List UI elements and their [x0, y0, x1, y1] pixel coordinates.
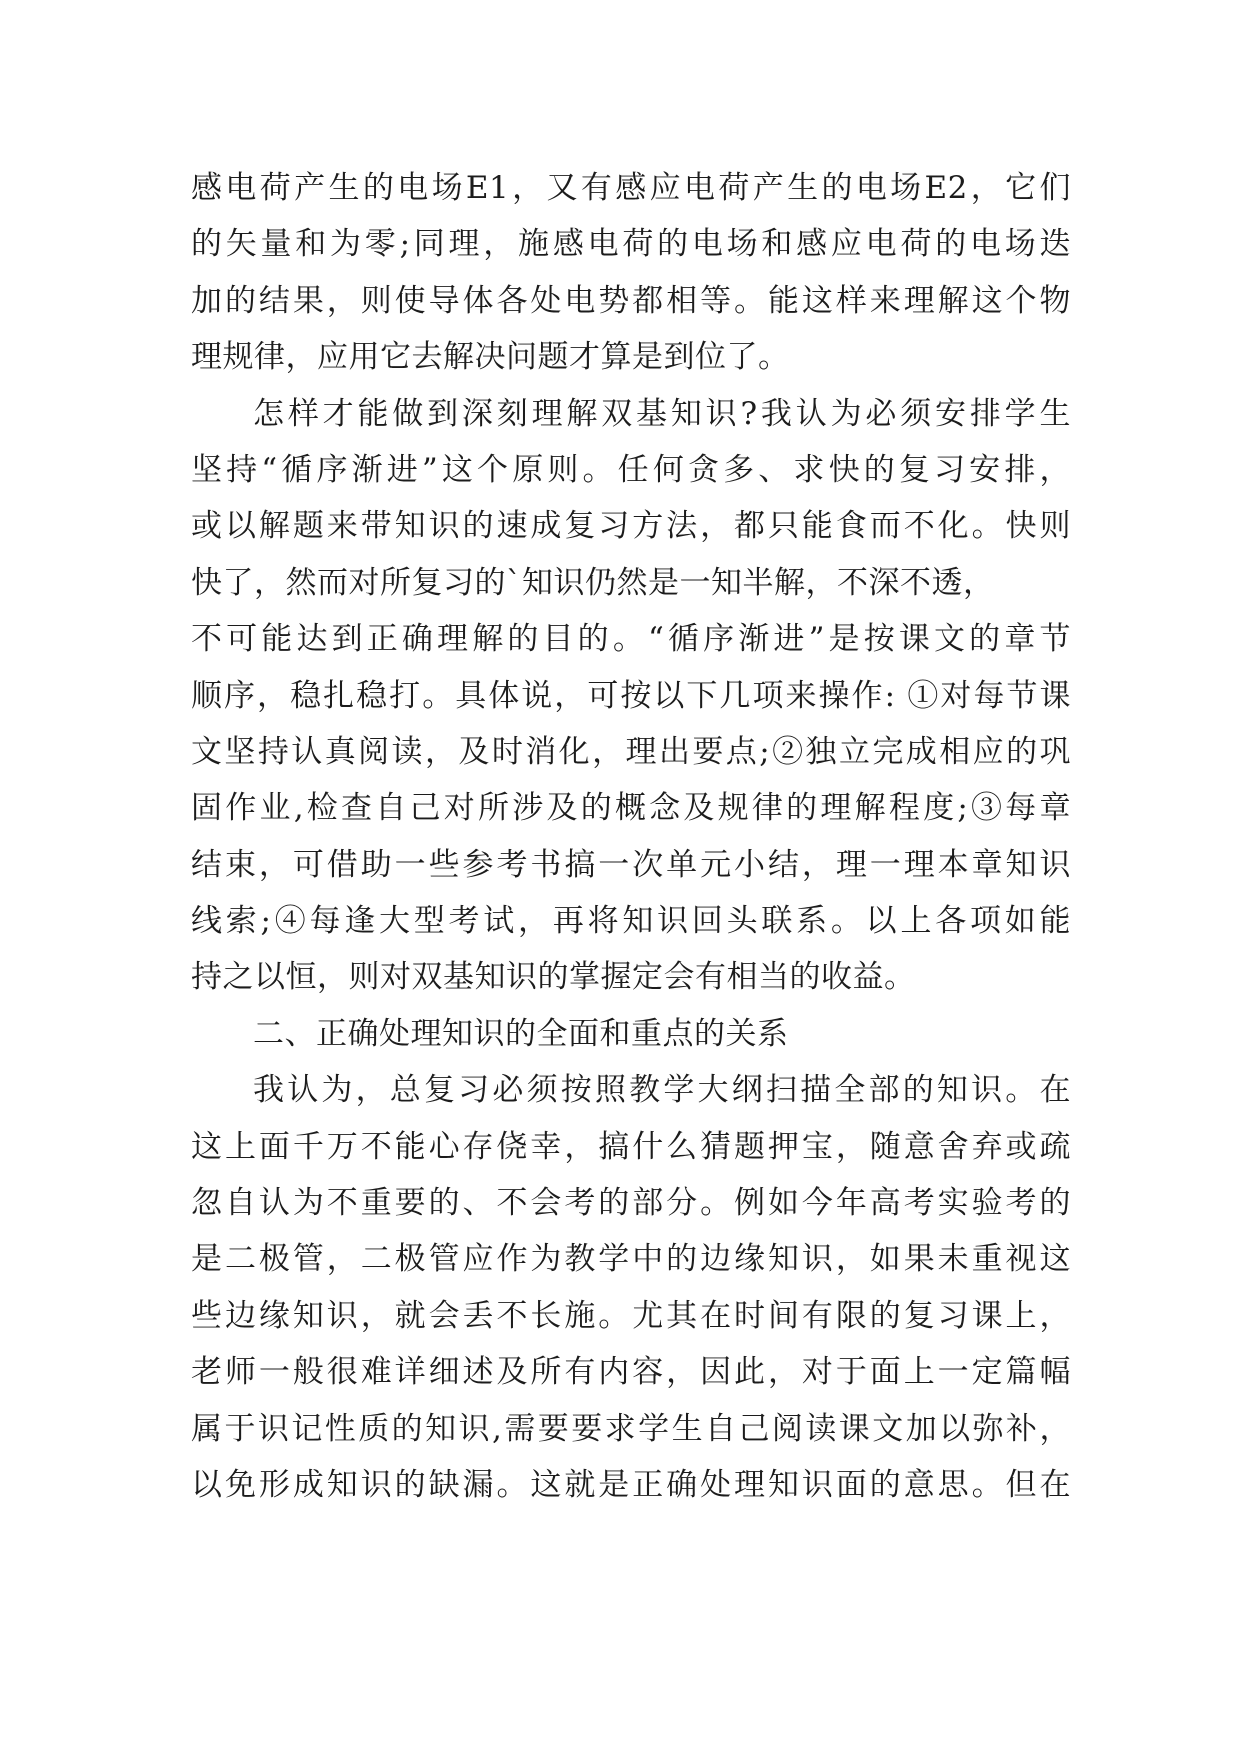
- body-text: [191, 160, 1071, 1513]
- text-line: 文坚持认真阅读，及时消化，理出要点;②独立完成相应的巩: [191, 733, 1071, 770]
- text-line: 忽自认为不重要的、不会考的部分。例如今年高考实验考的: [191, 1185, 1071, 1222]
- text-line: 是二极管，二极管应作为教学中的边缘知识，如果未重视这: [191, 1241, 1071, 1278]
- text-line: 线索;④每逢大型考试，再将知识回头联系。以上各项如能: [191, 903, 1071, 940]
- text-line: 怎样才能做到深刻理解双基知识?我认为必须安排学生: [253, 395, 1071, 432]
- text-line: 理规律，应用它去解决问题才算是到位了。: [191, 339, 790, 376]
- text-line: 些边缘知识，就会丢不长施。尤其在时间有限的复习课上，: [191, 1297, 1071, 1334]
- text-line: 属于识记性质的知识,需要要求学生自己阅读课文加以弥补，: [191, 1410, 1071, 1447]
- text-line: 或以解题来带知识的速成复习方法，都只能食而不化。快则: [191, 508, 1071, 545]
- text-line: 顺序，稳扎稳打。具体说，可按以下几项来操作: ①对每节课: [191, 677, 1071, 714]
- text-line: 我认为，总复习必须按照教学大纲扫描全部的知识。在: [253, 1072, 1071, 1109]
- text-line: 坚持“循序渐进”这个原则。任何贪多、求快的复习安排，: [191, 451, 1071, 488]
- text-line: 快了，然而对所复习的`知识仍然是一知半解，不深不透，: [191, 564, 995, 601]
- text-line: 的矢量和为零;同理，施感电荷的电场和感应电荷的电场迭: [191, 226, 1071, 263]
- text-line: 老师一般很难详细述及所有内容，因此，对于面上一定篇幅: [191, 1354, 1071, 1391]
- text-line: 以免形成知识的缺漏。这就是正确处理知识面的意思。但在: [191, 1466, 1071, 1503]
- text-line: 结束，可借助一些参考书搞一次单元小结，理一理本章知识: [191, 846, 1071, 883]
- text-line: 持之以恒，则对双基知识的掌握定会有相当的收益。: [191, 959, 916, 996]
- text-line: 这上面千万不能心存侥幸，搞什么猜题押宝，随意舍弃或疏: [191, 1128, 1071, 1165]
- text-line: 固作业,检查自己对所涉及的概念及规律的理解程度;③每章: [191, 790, 1071, 827]
- text-line: 加的结果，则使导体各处电势都相等。能这样来理解这个物: [191, 282, 1071, 319]
- text-line: 不可能达到正确理解的目的。“循序渐进”是按课文的章节: [191, 621, 1071, 658]
- text-line: 感电荷产生的电场E1，又有感应电荷产生的电场E2，它们: [191, 170, 1071, 206]
- text-line: 二、正确处理知识的全面和重点的关系: [253, 1015, 789, 1052]
